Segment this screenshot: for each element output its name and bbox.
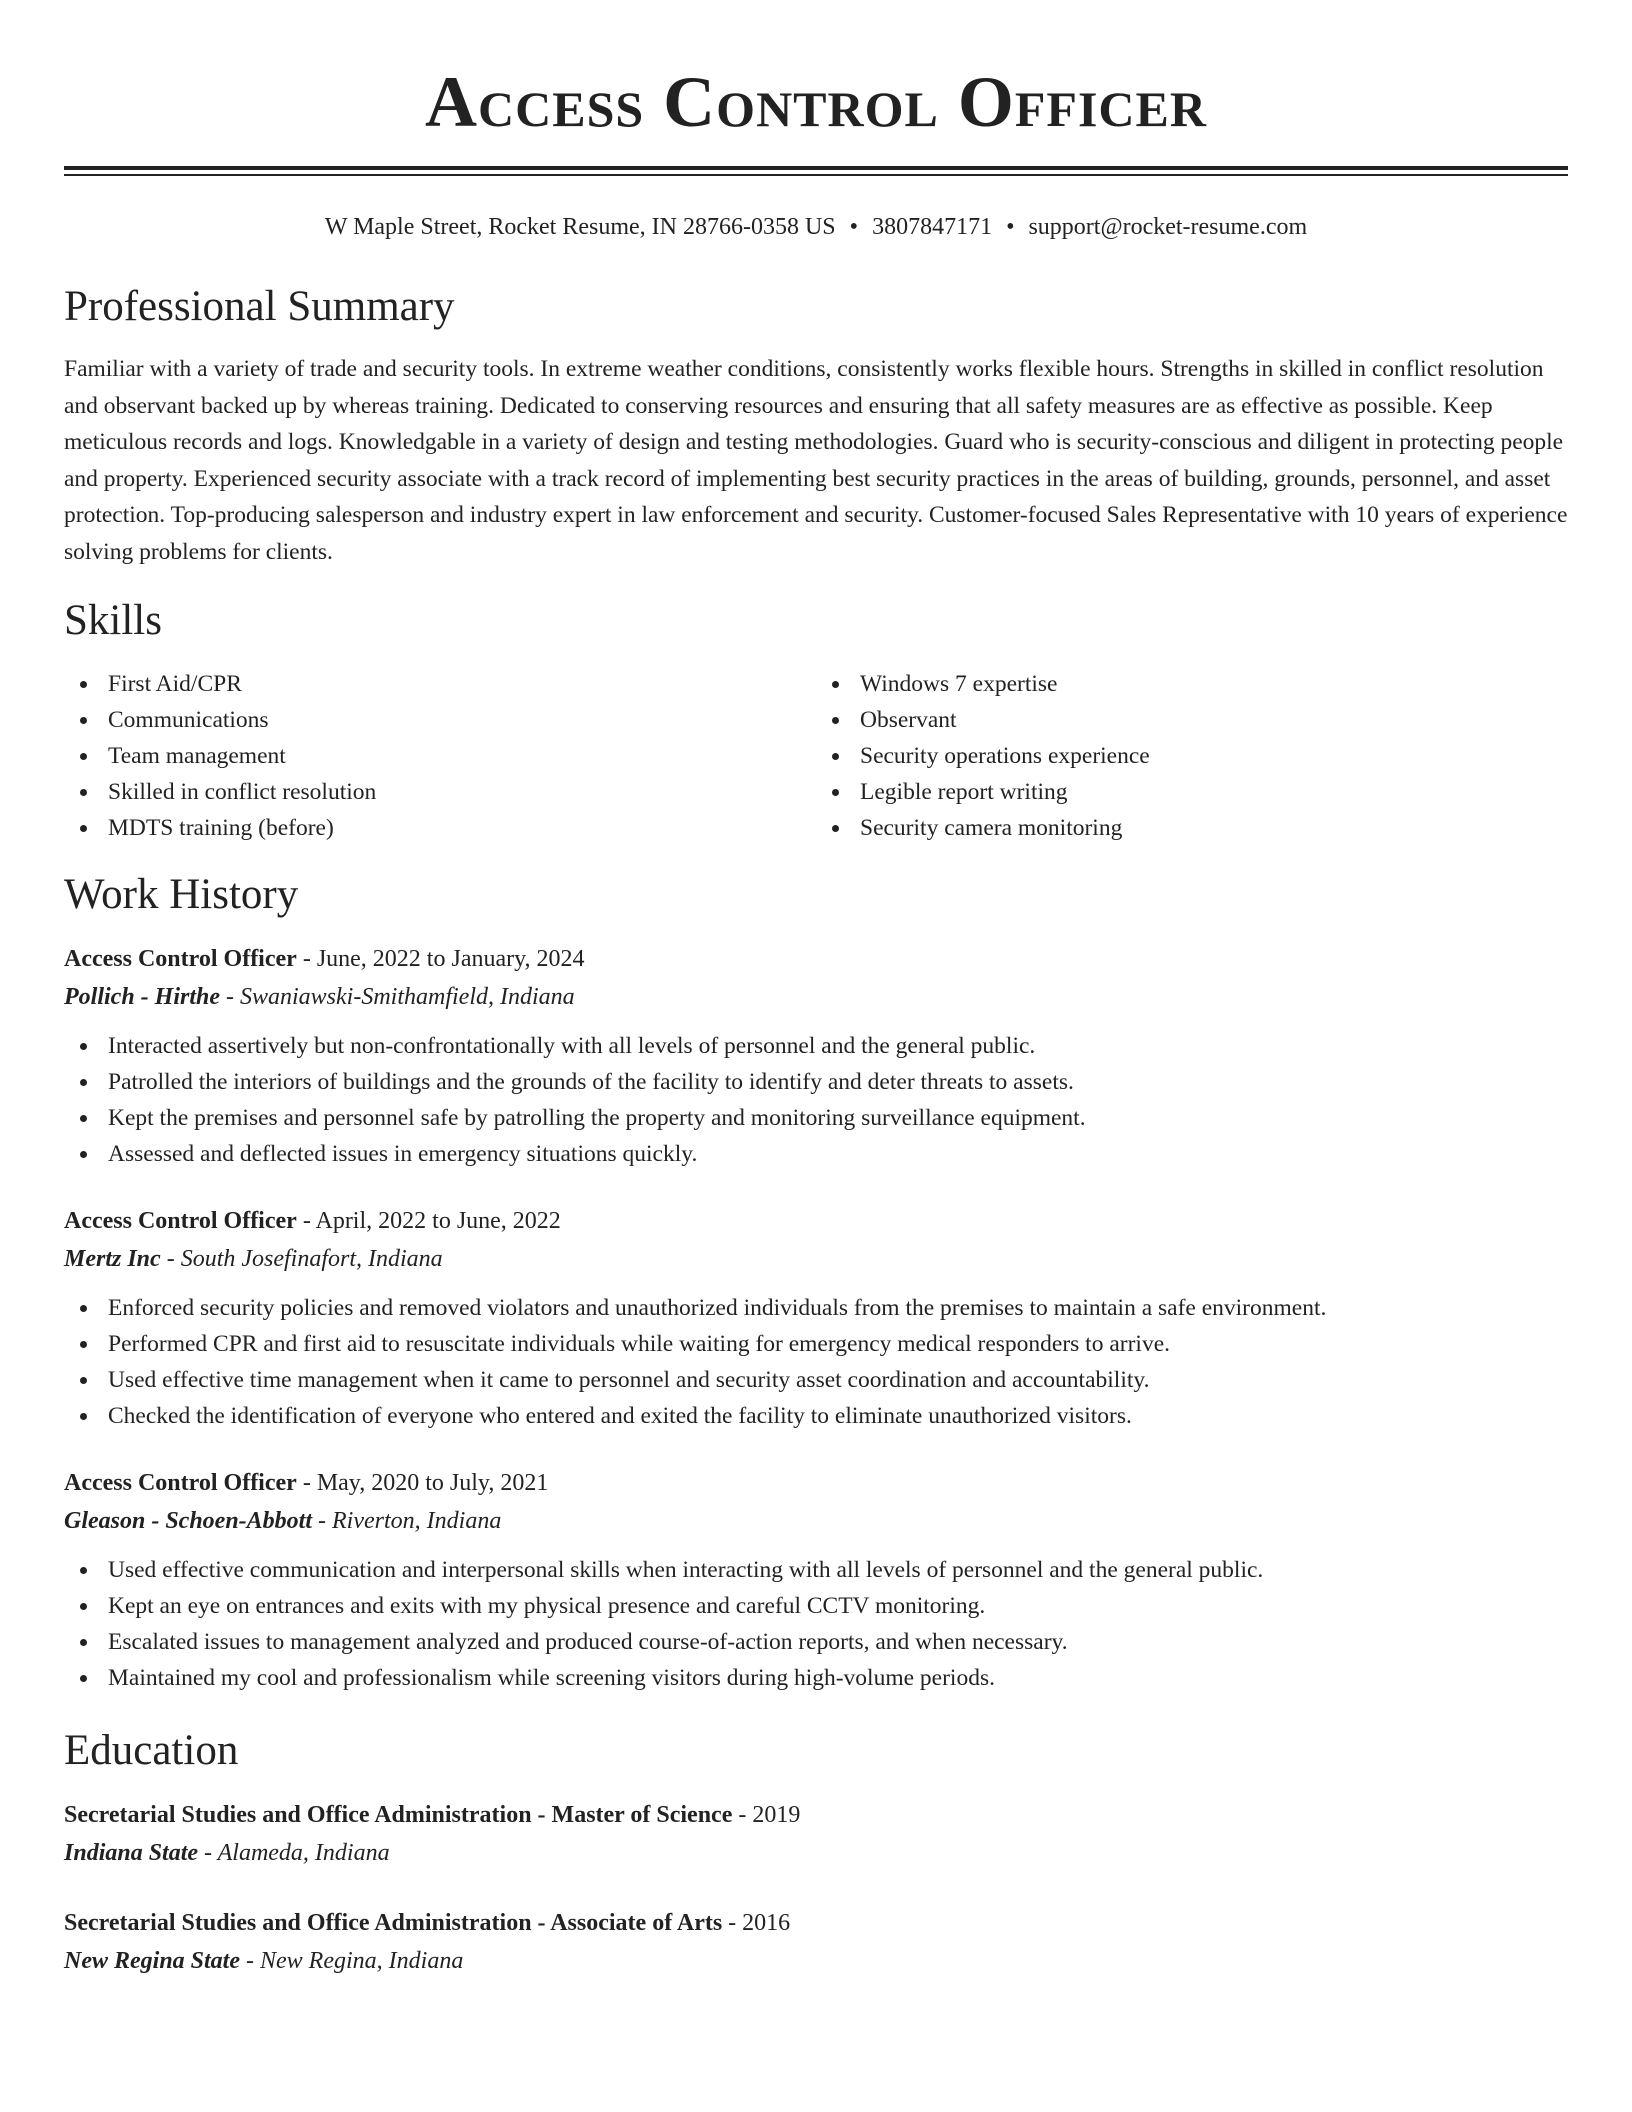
education-degree: Secretarial Studies and Office Administration - Master of Science xyxy=(64,1802,733,1828)
education-year: 2019 xyxy=(752,1802,801,1828)
contact-separator: • xyxy=(1006,214,1015,240)
education-heading: Education xyxy=(64,1727,239,1774)
skill-item: Team management xyxy=(64,738,816,774)
education-entry xyxy=(64,1904,1568,1980)
work-history-heading: Work History xyxy=(64,871,299,918)
job-company-line: Gleason - Schoen-Abbott - Riverton, Indiana xyxy=(64,1508,502,1534)
job-company: Mertz Inc xyxy=(64,1246,161,1272)
contact-address: W Maple Street, Rocket Resume, IN 28766-0358 US xyxy=(324,214,836,240)
skill-item: First Aid/CPR xyxy=(64,666,816,702)
job-dates: May, 2020 to July, 2021 xyxy=(316,1470,549,1496)
skills-list xyxy=(64,666,1568,846)
job-company: Gleason - Schoen-Abbott xyxy=(64,1508,313,1534)
job-bullet: Kept the premises and personnel safe by patrolling the property and monitoring surveillance equipment. xyxy=(64,1100,1568,1136)
resume-title: Access Control Officer xyxy=(425,62,1207,142)
job-location: Riverton, Indiana xyxy=(332,1508,502,1534)
job-company-line: Pollich - Hirthe - Swaniawski-Smithamfield, Indiana xyxy=(64,984,575,1010)
skills-column-right xyxy=(816,666,1568,846)
summary-text: Familiar with a variety of trade and security tools. In extreme weather conditions, consistently works flexible hours. Strengths in skilled in conflict resolution and observant backed up by whereas training. Dedicated to conserving resources and ensuring that all safety measures are as effective as possible. Keep meticulous records and logs. Knowledgable in a variety of design and testing methodologies. Guard who is security-conscious and diligent in protecting people and property. Experienced security associate with a track record of implementing best security practices in the areas of building, grounds, personnel, and asset protection. Top-producing salesperson and industry expert in law enforcement and security. Customer-focused Sales Representative with 10 years of experience solving problems for clients. xyxy=(64,356,1568,565)
job-title-line: Access Control Officer - June, 2022 to January, 2024 xyxy=(64,946,585,972)
summary-heading: Professional Summary xyxy=(64,283,455,330)
education-location: New Regina, Indiana xyxy=(260,1948,464,1974)
education-school-line: Indiana State - Alameda, Indiana xyxy=(64,1840,390,1866)
job-title-line: Access Control Officer - April, 2022 to June, 2022 xyxy=(64,1208,561,1234)
title-divider-thick xyxy=(64,166,1568,170)
job-bullet: Maintained my cool and professionalism while screening visitors during high-volume periods. xyxy=(64,1660,1568,1696)
education-location: Alameda, Indiana xyxy=(217,1840,390,1866)
job-company: Pollich - Hirthe xyxy=(64,984,220,1010)
job-bullet: Performed CPR and first aid to resuscitate individuals while waiting for emergency medical responders to arrive. xyxy=(64,1326,1568,1362)
job-bullet: Interacted assertively but non-confrontationally with all levels of personnel and the general public. xyxy=(64,1028,1568,1064)
skill-item: Skilled in conflict resolution xyxy=(64,774,816,810)
job-title: Access Control Officer xyxy=(64,1208,297,1234)
skill-item: MDTS training (before) xyxy=(64,810,816,846)
education-school: Indiana State xyxy=(64,1840,199,1866)
job-dates: April, 2022 to June, 2022 xyxy=(315,1208,561,1234)
job-bullet: Enforced security policies and removed violators and unauthorized individuals from the premises to maintain a safe environment. xyxy=(64,1290,1568,1326)
contact-email: support@rocket-resume.com xyxy=(1028,214,1308,240)
contact-separator: • xyxy=(849,214,859,240)
education-school-line: New Regina State - New Regina, Indiana xyxy=(64,1948,464,1974)
skill-item: Observant xyxy=(816,702,1568,738)
job-location: Swaniawski-Smithamfield, Indiana xyxy=(240,984,575,1010)
title-divider-thin xyxy=(64,174,1568,176)
education-degree-line: Secretarial Studies and Office Administration - Master of Science - 2019 xyxy=(64,1802,801,1828)
skill-item: Windows 7 expertise xyxy=(816,666,1568,702)
job-bullet: Used effective communication and interpersonal skills when interacting with all levels of personnel and the general public. xyxy=(64,1552,1568,1588)
job-bullets xyxy=(64,1290,1568,1434)
contact-line xyxy=(64,212,1568,242)
skills-heading: Skills xyxy=(64,597,162,644)
job-bullet: Assessed and deflected issues in emergency situations quickly. xyxy=(64,1136,1568,1172)
job-bullets xyxy=(64,1552,1568,1696)
job-bullet: Kept an eye on entrances and exits with my physical presence and careful CCTV monitoring. xyxy=(64,1588,1568,1624)
contact-phone: 3807847171 xyxy=(872,214,993,240)
job-title: Access Control Officer xyxy=(64,1470,297,1496)
job-location: South Josefinafort, Indiana xyxy=(180,1246,443,1272)
job-bullet: Escalated issues to management analyzed and produced course-of-action reports, and when necessary. xyxy=(64,1624,1568,1660)
skills-column-left xyxy=(64,666,816,846)
job-bullet: Patrolled the interiors of buildings and the grounds of the facility to identify and deter threats to assets. xyxy=(64,1064,1568,1100)
job-title-line: Access Control Officer - May, 2020 to July, 2021 xyxy=(64,1470,549,1496)
education-degree-line: Secretarial Studies and Office Administration - Associate of Arts - 2016 xyxy=(64,1910,791,1936)
education-school: New Regina State xyxy=(64,1948,241,1974)
job-bullets xyxy=(64,1028,1568,1172)
job-title: Access Control Officer xyxy=(64,946,297,972)
job-dates: June, 2022 to January, 2024 xyxy=(316,946,585,972)
skill-item: Security camera monitoring xyxy=(816,810,1568,846)
job-company-line: Mertz Inc - South Josefinafort, Indiana xyxy=(64,1246,443,1272)
job-entry xyxy=(64,940,1568,1172)
job-bullet: Used effective time management when it came to personnel and security asset coordination and accountability. xyxy=(64,1362,1568,1398)
education-entry xyxy=(64,1796,1568,1872)
education-year: 2016 xyxy=(742,1910,791,1936)
job-entry xyxy=(64,1202,1568,1434)
skill-item: Security operations experience xyxy=(816,738,1568,774)
skill-item: Communications xyxy=(64,702,816,738)
job-bullet: Checked the identification of everyone who entered and exited the facility to eliminate unauthorized visitors. xyxy=(64,1398,1568,1434)
skill-item: Legible report writing xyxy=(816,774,1568,810)
job-entry xyxy=(64,1464,1568,1696)
education-degree: Secretarial Studies and Office Administration - Associate of Arts xyxy=(64,1910,723,1936)
